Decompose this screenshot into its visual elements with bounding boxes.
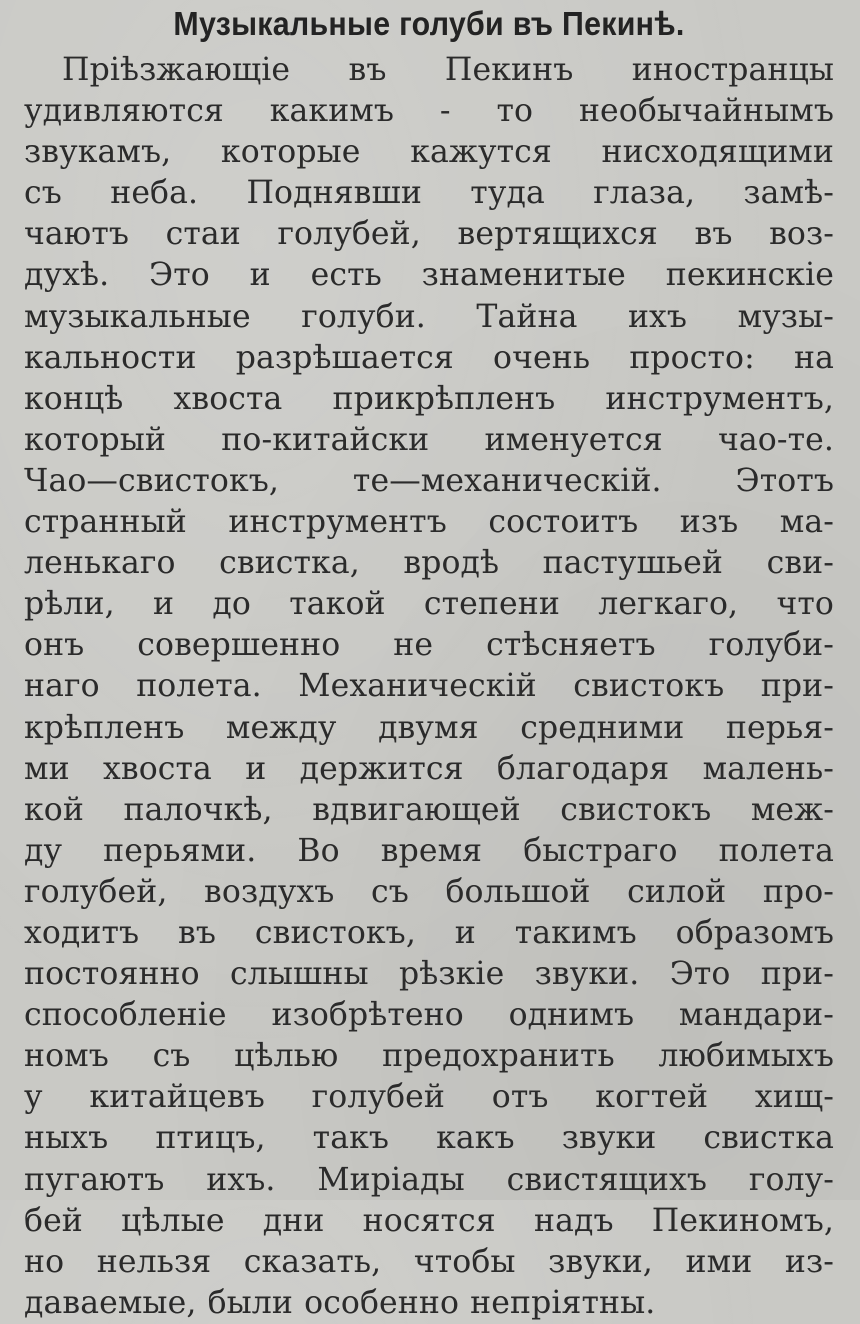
article-line: ду перьями. Во время быстраго полета [24,832,834,869]
article-line: но нельзя сказать, чтобы звуки, ими из- [24,1243,834,1280]
article-line: концѣ хвоста прикрѣпленъ инструментъ, [24,380,834,417]
article-line: Чао—свистокъ, те—механическiй. Этотъ [24,462,834,499]
article-line: ленькаго свистка, вродѣ пастушьей сви- [24,545,834,582]
article-line: у китайцевъ голубей отъ когтей хищ- [24,1079,834,1116]
article-title: Музыкальные голуби въ Пекинѣ. [173,5,685,42]
article-line: музыкальные голуби. Тайна ихъ музы- [24,298,834,335]
article-line: даваемые, были особенно непрiятны. [24,1284,656,1321]
article-line: онъ совершенно не стѣсняетъ голуби- [24,627,834,664]
article-line: кальности разрѣшается очень просто: на [24,339,834,376]
article-line: ходитъ въ свистокъ, и такимъ образомъ [24,914,834,951]
article-line: рѣли, и до такой степени легкаго, что [24,586,834,623]
article-line: наго полета. Механическiй свистокъ при- [24,668,834,705]
article-line: странный инструментъ состоитъ изъ ма- [24,504,834,541]
article-line: который по-китайски именуется чао-те. [24,421,834,458]
article-line: постоянно слышны рѣзкiе звуки. Это при- [24,956,834,993]
article-line: ныхъ птицъ, такъ какъ звуки свистка [24,1120,834,1157]
article-line: Прiѣзжающiе въ Пекинъ иностранцы [62,52,834,88]
article-line: съ неба. Поднявши туда глаза, замѣ- [24,175,834,212]
article-body [24,50,834,1324]
article-line: бей цѣлые дни носятся надъ Пекиномъ, [24,1202,834,1239]
article-line: звукамъ, которые кажутся нисходящими [24,134,834,171]
article-line: пугаютъ ихъ. Мирiады свистящихъ голу- [24,1161,834,1198]
article-line: удивляются какимъ - то необычайнымъ [24,93,834,130]
article-line: крѣпленъ между двумя средними перья- [24,709,834,746]
article-line: кой палочкѣ, вдвигающей свистокъ меж- [24,791,834,828]
article-line: голубей, воздухъ съ большой силой про- [24,873,834,910]
article-line: чаютъ стаи голубей, вертящихся въ воз- [24,216,834,253]
article-line: номъ съ цѣлью предохранить любимыхъ [24,1038,834,1075]
article-line: духѣ. Это и есть знаменитые пекинскiе [24,257,834,294]
article-line: ми хвоста и держится благодаря малень- [24,750,834,787]
article-line: способленiе изобрѣтено однимъ мандари- [24,997,834,1034]
